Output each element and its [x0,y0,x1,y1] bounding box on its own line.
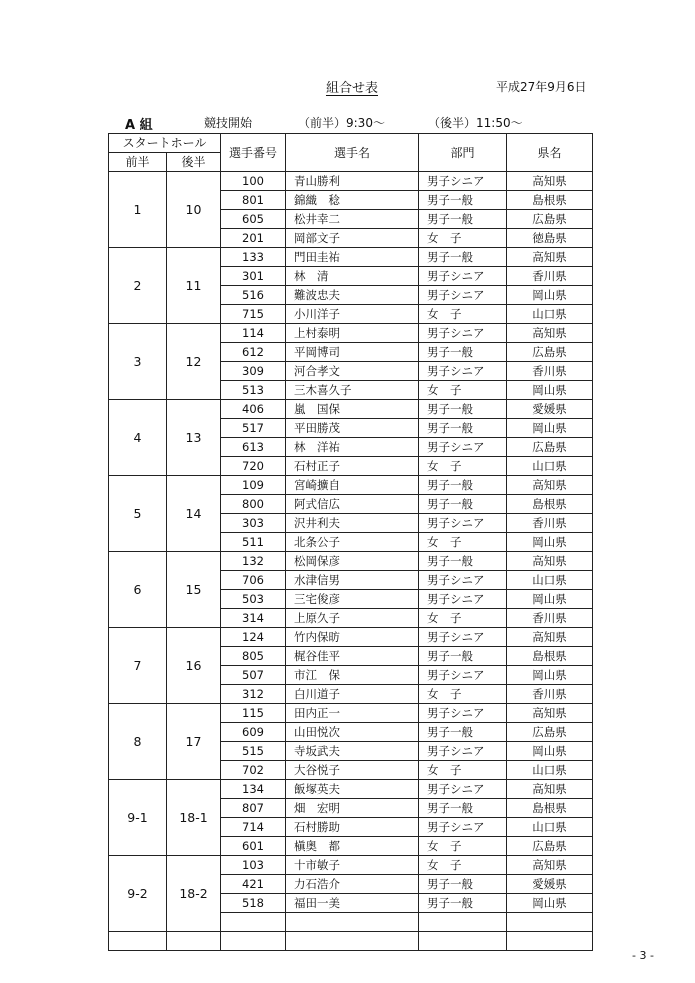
front-hole-cell: 3 [109,324,167,400]
back-hole-cell: 18-1 [167,780,221,856]
first-half-time: （前半）9:30～ [298,116,385,130]
front-hole-cell: 8 [109,704,167,780]
prefecture-cell: 広島県 [507,438,593,457]
table-row [109,172,593,191]
player-name-cell: 平田勝茂 [286,419,419,438]
player-no-cell: 800 [221,495,286,514]
pairing-table [108,133,593,951]
player-name-cell: 上原久子 [286,609,419,628]
player-no-cell: 517 [221,419,286,438]
player-no-cell: 309 [221,362,286,381]
division-cell: 男子シニア [419,438,507,457]
player-name-cell: 山田悦次 [286,723,419,742]
player-no-cell: 406 [221,400,286,419]
second-half-time: （後半）11:50～ [428,116,523,130]
player-no-cell: 720 [221,457,286,476]
prefecture-cell: 高知県 [507,856,593,875]
player-name-cell: 三宅俊彦 [286,590,419,609]
division-cell: 男子シニア [419,666,507,685]
front-hole-cell: 1 [109,172,167,248]
prefecture-cell: 高知県 [507,476,593,495]
player-no-cell: 100 [221,172,286,191]
front-hole-cell: 6 [109,552,167,628]
page-number: - 3 - [632,949,654,962]
table-row [109,780,593,799]
table-row [109,552,593,571]
document-date: 平成27年9月6日 [496,80,587,94]
blank-cell [109,932,167,951]
table-row [109,324,593,343]
prefecture-cell: 広島県 [507,723,593,742]
prefecture-cell: 愛媛県 [507,400,593,419]
division-cell: 男子シニア [419,704,507,723]
prefecture-cell: 島根県 [507,647,593,666]
player-name-cell: 平岡博司 [286,343,419,362]
player-no-cell: 714 [221,818,286,837]
blank-cell [286,932,419,951]
prefecture-cell: 香川県 [507,362,593,381]
front-hole-cell: 2 [109,248,167,324]
division-cell: 男子一般 [419,875,507,894]
player-name-cell: 十市敏子 [286,856,419,875]
blank-row [109,932,593,951]
player-no-cell: 518 [221,894,286,913]
table-row [109,856,593,875]
document-title: 組合せ表 [325,81,378,96]
second-half-header: 後半 [167,153,221,172]
player-name-cell: 石村勝助 [286,818,419,837]
table-row [109,400,593,419]
division-cell: 男子シニア [419,324,507,343]
table-row [109,248,593,267]
division-cell: 男子シニア [419,590,507,609]
table-row [109,704,593,723]
player-name-cell: 白川道子 [286,685,419,704]
player-no-cell: 801 [221,191,286,210]
player-name-cell: 沢井利夫 [286,514,419,533]
division-cell: 男子シニア [419,286,507,305]
back-hole-cell: 17 [167,704,221,780]
prefecture-cell: 岡山県 [507,381,593,400]
division-cell: 女 子 [419,609,507,628]
back-hole-cell: 15 [167,552,221,628]
player-no-cell: 507 [221,666,286,685]
player-no-cell: 124 [221,628,286,647]
division-cell: 男子シニア [419,514,507,533]
player-no-cell: 515 [221,742,286,761]
player-name-cell [286,913,419,932]
prefecture-cell: 香川県 [507,514,593,533]
player-name-cell: 河合孝文 [286,362,419,381]
prefecture-cell: 岡山県 [507,533,593,552]
player-no-cell: 807 [221,799,286,818]
player-name-cell: 阿式信広 [286,495,419,514]
prefecture-cell: 高知県 [507,324,593,343]
player-name-cell: 寺坂武夫 [286,742,419,761]
prefecture-cell: 広島県 [507,210,593,229]
division-cell: 男子一般 [419,894,507,913]
player-no-cell: 103 [221,856,286,875]
division-cell: 男子シニア [419,742,507,761]
division-cell [419,913,507,932]
division-cell: 女 子 [419,381,507,400]
prefecture-cell [507,913,593,932]
pairing-body [109,172,593,951]
prefecture-cell: 山口県 [507,305,593,324]
player-no-cell: 312 [221,685,286,704]
player-no-cell: 109 [221,476,286,495]
player-no-cell: 601 [221,837,286,856]
player-no-cell: 513 [221,381,286,400]
division-cell: 男子一般 [419,552,507,571]
player-no-cell: 132 [221,552,286,571]
player-no-cell: 706 [221,571,286,590]
prefecture-cell: 高知県 [507,248,593,267]
player-no-cell: 314 [221,609,286,628]
division-cell: 男子シニア [419,780,507,799]
player-name-cell: 嵐 国保 [286,400,419,419]
player-name-cell: 田内正一 [286,704,419,723]
prefecture-header: 県名 [507,134,593,172]
back-hole-cell: 13 [167,400,221,476]
player-no-cell: 503 [221,590,286,609]
player-no-cell: 421 [221,875,286,894]
division-cell: 男子一般 [419,210,507,229]
prefecture-cell: 高知県 [507,552,593,571]
prefecture-cell: 山口県 [507,818,593,837]
division-cell: 女 子 [419,837,507,856]
prefecture-cell: 山口県 [507,761,593,780]
division-header: 部門 [419,134,507,172]
back-hole-cell: 14 [167,476,221,552]
player-name-cell: 門田圭祐 [286,248,419,267]
division-cell: 男子シニア [419,172,507,191]
player-no-header: 選手番号 [221,134,286,172]
division-cell: 男子シニア [419,267,507,286]
blank-cell [221,932,286,951]
player-name-cell: 林 洋祐 [286,438,419,457]
division-cell: 男子シニア [419,571,507,590]
division-cell: 男子一般 [419,248,507,267]
prefecture-cell: 高知県 [507,704,593,723]
player-name-cell: 竹内保昉 [286,628,419,647]
front-hole-cell: 4 [109,400,167,476]
player-name-cell: 松岡保彦 [286,552,419,571]
division-cell: 女 子 [419,856,507,875]
table-row [109,476,593,495]
prefecture-cell: 岡山県 [507,666,593,685]
player-name-cell: 林 清 [286,267,419,286]
start-label: 競技開始 [204,116,253,130]
division-cell: 女 子 [419,305,507,324]
division-cell: 女 子 [419,533,507,552]
division-cell: 男子一般 [419,400,507,419]
player-no-cell: 303 [221,514,286,533]
prefecture-cell: 香川県 [507,609,593,628]
division-cell: 男子シニア [419,628,507,647]
back-hole-cell: 10 [167,172,221,248]
prefecture-cell: 岡山県 [507,894,593,913]
blank-cell [167,932,221,951]
player-name-cell: 飯塚英夫 [286,780,419,799]
player-name-cell: 錦織 稔 [286,191,419,210]
front-hole-cell: 5 [109,476,167,552]
front-hole-cell: 9-2 [109,856,167,932]
player-name-cell: 大谷悦子 [286,761,419,780]
prefecture-cell: 島根県 [507,495,593,514]
prefecture-cell: 広島県 [507,837,593,856]
prefecture-cell: 広島県 [507,343,593,362]
prefecture-cell: 徳島県 [507,229,593,248]
player-no-cell: 115 [221,704,286,723]
front-hole-cell: 9-1 [109,780,167,856]
prefecture-cell: 高知県 [507,172,593,191]
division-cell: 男子シニア [419,818,507,837]
division-cell: 男子シニア [419,362,507,381]
prefecture-cell: 山口県 [507,571,593,590]
prefecture-cell: 岡山県 [507,590,593,609]
player-no-cell: 612 [221,343,286,362]
back-hole-cell: 12 [167,324,221,400]
division-cell: 女 子 [419,457,507,476]
front-hole-cell: 7 [109,628,167,704]
player-no-cell: 609 [221,723,286,742]
player-name-cell: 岡部文子 [286,229,419,248]
player-name-cell: 力石浩介 [286,875,419,894]
back-hole-cell: 16 [167,628,221,704]
player-no-cell: 516 [221,286,286,305]
player-name-header: 選手名 [286,134,419,172]
prefecture-cell: 高知県 [507,780,593,799]
division-cell: 女 子 [419,761,507,780]
player-no-cell [221,913,286,932]
player-no-cell: 605 [221,210,286,229]
division-cell: 男子一般 [419,723,507,742]
prefecture-cell: 岡山県 [507,742,593,761]
player-name-cell: 水津信男 [286,571,419,590]
division-cell: 男子一般 [419,476,507,495]
player-no-cell: 702 [221,761,286,780]
player-name-cell: 畑 宏明 [286,799,419,818]
player-name-cell: 石村正子 [286,457,419,476]
player-name-cell: 難波忠夫 [286,286,419,305]
prefecture-cell: 愛媛県 [507,875,593,894]
prefecture-cell: 香川県 [507,685,593,704]
prefecture-cell: 岡山県 [507,286,593,305]
division-cell: 男子一般 [419,343,507,362]
player-no-cell: 613 [221,438,286,457]
player-name-cell: 小川洋子 [286,305,419,324]
player-no-cell: 134 [221,780,286,799]
prefecture-cell: 島根県 [507,799,593,818]
prefecture-cell: 香川県 [507,267,593,286]
prefecture-cell: 高知県 [507,628,593,647]
player-name-cell: 青山勝利 [286,172,419,191]
player-name-cell: 松井幸二 [286,210,419,229]
division-cell: 男子一般 [419,495,507,514]
player-no-cell: 805 [221,647,286,666]
division-cell: 男子一般 [419,799,507,818]
division-cell: 男子一般 [419,647,507,666]
group-label: A 組 [125,118,153,133]
player-name-cell: 福田一美 [286,894,419,913]
back-hole-cell: 11 [167,248,221,324]
player-no-cell: 511 [221,533,286,552]
division-cell: 女 子 [419,229,507,248]
division-cell: 男子一般 [419,419,507,438]
player-no-cell: 133 [221,248,286,267]
division-cell: 男子一般 [419,191,507,210]
blank-cell [507,932,593,951]
division-cell: 女 子 [419,685,507,704]
player-name-cell: 三木喜久子 [286,381,419,400]
blank-cell [419,932,507,951]
player-no-cell: 301 [221,267,286,286]
prefecture-cell: 岡山県 [507,419,593,438]
prefecture-cell: 島根県 [507,191,593,210]
player-name-cell: 北条公子 [286,533,419,552]
player-no-cell: 715 [221,305,286,324]
player-name-cell: 槇奥 都 [286,837,419,856]
first-half-header: 前半 [109,153,167,172]
player-no-cell: 114 [221,324,286,343]
player-name-cell: 上村泰明 [286,324,419,343]
table-row [109,628,593,647]
prefecture-cell: 山口県 [507,457,593,476]
back-hole-cell: 18-2 [167,856,221,932]
start-hole-header: スタートホール [109,134,221,153]
player-name-cell: 梶谷佳平 [286,647,419,666]
player-name-cell: 宮崎擴自 [286,476,419,495]
player-no-cell: 201 [221,229,286,248]
player-name-cell: 市江 保 [286,666,419,685]
